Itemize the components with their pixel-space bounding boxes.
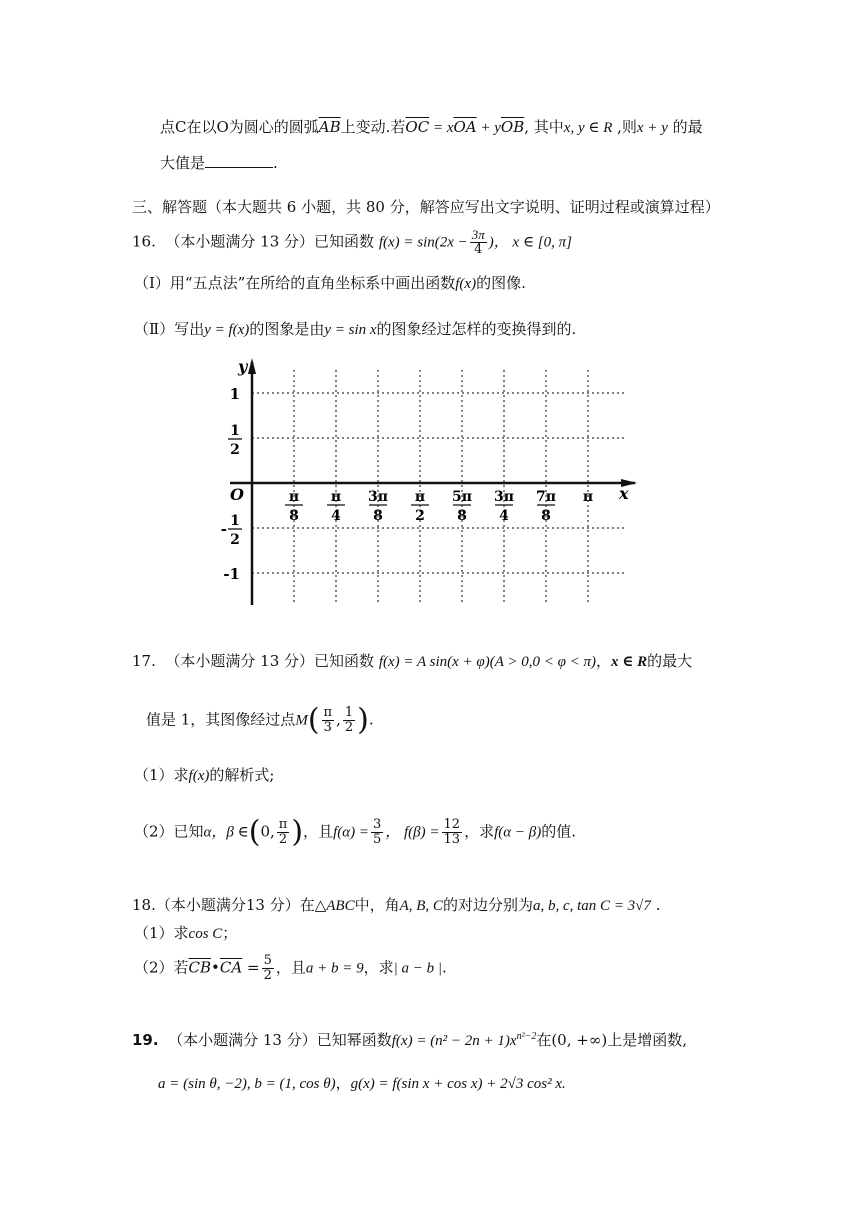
- q16-prefix: （本小题满分 13 分）已知函数: [165, 232, 375, 251]
- frac-num: π: [278, 817, 288, 832]
- frac-num: 3: [372, 817, 382, 832]
- frac-den: 3: [323, 720, 332, 735]
- frac-den: 4: [474, 242, 483, 257]
- x-tick-num: π: [330, 489, 342, 505]
- q18-sides: a, b, c: [532, 898, 570, 914]
- vector-ca: $\overline{CA}$: [219, 958, 243, 977]
- x-tick-den: 8: [541, 508, 551, 524]
- paren-close: ): [357, 702, 369, 738]
- vector-ob: $\overline{OB}$: [500, 118, 525, 136]
- q19-line-2: [158, 1072, 566, 1095]
- y-tick-den: 2: [230, 532, 240, 548]
- x-tick-den: 8: [457, 508, 467, 524]
- q18-tan: , tan C = 3√7: [569, 898, 651, 914]
- m-frac-1: [322, 706, 335, 735]
- q15-text: 大值是: [160, 154, 206, 172]
- q18-abs: | a − b |: [393, 960, 442, 977]
- q18-angles: A, B, C: [399, 898, 443, 914]
- paren-open: (: [248, 814, 261, 850]
- q18-text: ；: [222, 924, 238, 942]
- x-tick-num: 5π: [452, 489, 472, 505]
- q15-xy: x, y ∈ R: [563, 120, 613, 136]
- y-axis-arrow: [248, 358, 256, 374]
- q18-triangle: △ABC: [314, 898, 355, 914]
- q16-func-close: ): [488, 234, 494, 251]
- q19-interval: 在(0, +∞): [536, 1031, 608, 1049]
- paren-open: (: [307, 702, 320, 738]
- q18-prefix: （本小题满分13 分）在: [155, 896, 315, 914]
- q17-number: 17.: [132, 652, 156, 670]
- m-frac-2: [343, 706, 355, 735]
- q16-func: f(x) = sin(2x −: [378, 234, 468, 251]
- q17-text: （2）已知: [134, 822, 204, 841]
- q18-stem: [132, 894, 660, 917]
- q19-func: f(x) = (n² − 2n + 1)x: [391, 1033, 517, 1049]
- q15-text: 的最: [667, 118, 703, 136]
- q17-line-2: 值是 1，其图像经过点M( $\frac{\pi}{3}$ , $\frac{1}{2}$ ).: [146, 702, 374, 738]
- q18-part2: [134, 954, 447, 983]
- q17-text: ，求: [464, 822, 495, 841]
- q18-text: 的对边分别为: [442, 896, 533, 914]
- q18-part1: [134, 922, 237, 945]
- q17-part1: [134, 764, 274, 787]
- frac-num: 12: [443, 817, 461, 832]
- q19-g: g(x) = f(sin x + cos x) + 2√3 cos² x.: [350, 1076, 566, 1092]
- frac-den: 13: [443, 832, 461, 847]
- q16-p2-text: 的图象是由: [249, 320, 325, 338]
- grid-lines: [252, 370, 627, 605]
- q16-p1-text: （Ⅰ）用“五点法”在所给的直角坐标系中画出函数: [134, 274, 456, 292]
- x-tick-num: 7π: [536, 489, 556, 505]
- q18-cos: cos C: [188, 926, 223, 942]
- x-tick-num: 3π: [494, 489, 514, 505]
- frac-num: π: [323, 705, 333, 720]
- x-tick-num: π: [288, 489, 300, 505]
- x-tick-den: 8: [373, 508, 383, 524]
- x-tick-num: 3π: [368, 489, 388, 505]
- x-tick-den: 4: [499, 508, 509, 524]
- vector-cb: $\overline{CB}$: [188, 958, 212, 977]
- q18-text: .: [442, 958, 447, 977]
- q15-text: , 其中: [524, 118, 564, 136]
- y-tick-label: 1: [229, 385, 240, 403]
- frac-num: 1: [344, 705, 354, 720]
- vector-oa: $\overline{OA}$: [453, 118, 477, 136]
- q17-interval: 0,: [260, 822, 275, 841]
- q16-part1: [134, 272, 526, 295]
- q16-p1-text: 的图像.: [476, 274, 526, 292]
- x-tick-den: 8: [289, 508, 299, 524]
- q15-text: ,则: [612, 118, 637, 136]
- q19-exp: n²−2: [516, 1031, 537, 1042]
- answer-blank: [205, 153, 273, 168]
- frac-num: 5: [263, 953, 272, 968]
- q16-p2-text: 的图象经过怎样的变换得到的.: [376, 320, 577, 338]
- q17-part2: [134, 814, 576, 850]
- y-tick-num: 1: [230, 513, 240, 529]
- x-tick-den: 2: [415, 508, 425, 524]
- x-tick-num: π: [414, 489, 426, 505]
- q17-ab: α，β ∈: [203, 824, 249, 841]
- q15-text: 点C在以O为圆心的圆弧: [160, 118, 319, 136]
- q17-func: f(x) = A sin(x + φ)(A > 0,0 < φ < π): [378, 654, 597, 670]
- q17-famb: f(α − β): [494, 824, 542, 841]
- q16-domain: ， x ∈ [0, π]: [493, 234, 572, 251]
- q17-fa: f(α) =: [333, 824, 369, 841]
- q19-text: 上是增函数,: [607, 1031, 687, 1049]
- q17-text: .: [368, 710, 374, 729]
- q18-text: （2）若: [134, 958, 189, 977]
- q16-part2: [134, 318, 576, 341]
- dot-operator: •: [211, 958, 220, 977]
- q17-fb: ， f(β) =: [385, 824, 440, 841]
- q17-f: f(x): [188, 768, 210, 784]
- q16-number: 16.: [132, 232, 156, 251]
- coordinate-grid: [0, 350, 860, 610]
- q17-fb-frac: [442, 818, 463, 847]
- q17-text: ，: [596, 652, 612, 670]
- q16-p1-f: f(x): [455, 276, 477, 292]
- q19-vectors: a = (sin θ, −2), b = (1, cos θ): [158, 1076, 336, 1092]
- q18-text: ，求: [363, 958, 394, 977]
- x-tick-den: 4: [331, 508, 341, 524]
- frac-den: 2: [263, 968, 272, 983]
- axes: [230, 358, 637, 605]
- q16-p2-sin: y = sin x: [324, 322, 377, 338]
- frac-den: 2: [344, 720, 354, 735]
- q18-sum: a + b = 9: [305, 960, 364, 977]
- paren-close: ): [291, 814, 304, 850]
- q17-stem: [132, 650, 692, 673]
- q16-stem: [132, 228, 572, 257]
- point-m: M: [295, 712, 308, 729]
- arc-ab: $\overline{AB}$: [318, 118, 341, 136]
- q17-domain: x ∈ R: [611, 654, 648, 670]
- q17-text: ，且: [303, 822, 334, 841]
- y-tick-num: 1: [230, 423, 240, 439]
- q18-text: （1）求: [134, 924, 189, 942]
- x-axis-label: x: [619, 484, 629, 503]
- q17-text: 的最大: [647, 652, 693, 670]
- q18-eq: =: [242, 958, 260, 977]
- q17-text: （1）求: [134, 766, 189, 784]
- q19-text: ，: [335, 1074, 351, 1092]
- origin-label: O: [230, 485, 244, 504]
- q16-frac: [470, 228, 487, 257]
- q15-line-2: [160, 152, 278, 174]
- section-heading: 三、解答题（本大题共 6 小题，共 80 分，解答应写出文字说明、证明过程或演算过程）: [132, 198, 720, 216]
- q15-eq: = x: [429, 120, 454, 136]
- q17-prefix: （本小题满分 13 分）已知函数: [165, 652, 375, 670]
- vector-oc: $\overline{OC}$: [405, 118, 430, 136]
- q18-text: ，且: [275, 958, 306, 977]
- q15-line-1: [160, 116, 703, 139]
- q19-number: 19.: [132, 1031, 159, 1049]
- q17-text: 值是 1，其图像经过点: [146, 710, 296, 729]
- q16-p2-f: y = f(x): [204, 322, 250, 338]
- q15-xpy: x + y: [636, 120, 668, 136]
- q15-text: .: [273, 154, 278, 172]
- frac-num: 3π: [471, 227, 485, 242]
- y-tick-sign: -: [220, 520, 227, 538]
- q17-text: 的解析式;: [209, 766, 275, 784]
- q15-text: 上变动.若: [340, 118, 406, 136]
- q18-text: 中，角: [354, 896, 400, 914]
- frac-den: 2: [278, 832, 288, 847]
- frac-den: 5: [372, 832, 382, 847]
- q18-frac: [262, 954, 274, 983]
- q19-prefix: （本小题满分 13 分）已知幂函数: [168, 1031, 392, 1049]
- q18-text: .: [650, 896, 661, 914]
- q17-fa-frac: [371, 818, 383, 847]
- q17-int-frac: [277, 818, 290, 847]
- q19-stem: [132, 1026, 687, 1052]
- y-tick-den: 2: [230, 442, 240, 458]
- q16-p2-text: （Ⅱ）写出: [134, 320, 205, 338]
- y-tick-label: -1: [223, 565, 240, 583]
- q18-number: 18.: [132, 896, 156, 914]
- x-tick-num: π: [582, 489, 594, 505]
- y-axis-label: y: [238, 357, 248, 376]
- q17-text: 的值.: [541, 822, 576, 841]
- tick-labels: [221, 357, 629, 583]
- q15-plus: + y: [476, 120, 501, 136]
